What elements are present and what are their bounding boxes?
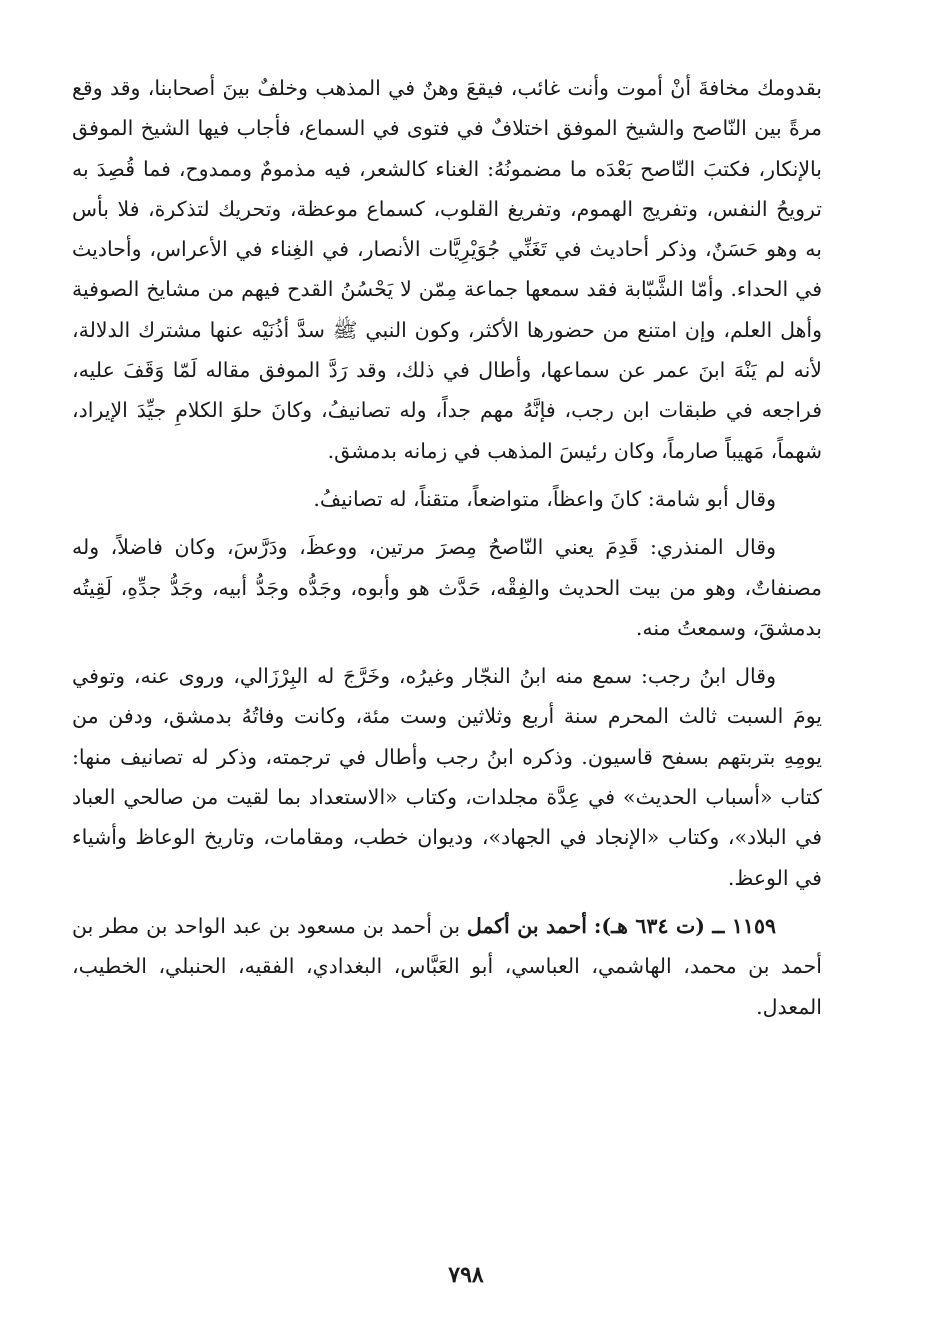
page-body xyxy=(72,68,822,1027)
paragraph-al-mundhiri: وقال المنذري: قَدِمَ يعني النّاصحُ مِصرَ مرتين، ووعظَ، ودَرَّسَ، وكان فاضلاً، وله مصنفاتٌ، وهو من بيت الحديث والفِقْه، حَدَّث هو وأبوه، وجَدُّه وجَدُّ أبيه، وجَدُّ جدِّهِ، لَقِيتُه بدمشقَ، وسمعتُ منه. xyxy=(72,535,822,640)
entry-name: أحمد بن أكمل xyxy=(466,913,587,938)
entry-number: ١١٥٩ ــ (ت ٦٣٤ هـ): xyxy=(593,913,776,938)
page-number: ٧٩٨ xyxy=(448,1262,484,1288)
biography-entry xyxy=(72,906,822,1027)
entry-text: بن أحمد بن مسعود بن عبد الواحد بن مطر بن أحمد بن محمد، الهاشمي، العباسي، أبو العَبَّاس، البغدادي، الفقيه، الحنبلي، الخطيب، المعدل. xyxy=(72,913,822,1019)
paragraph-continuation: بقدومك مخافةَ أنْ أموت وأنت غائب، فيقعَ وهنٌ في المذهب وخلفٌ بينَ أصحابنا، وقد وقع مرةً بين النّاصح والشيخ الموفق اختلافٌ في فتوى في السماع، فأجاب فيها الشيخ الموفق بالإنكار، فكتبَ النّاصح بَعْدَه ما مضمونُهُ: الغناء كالشعر، فيه مذمومٌ وممدوح، فما قُصِدَ به ترويحُ النفس، وتفريج الهموم، وتفريغ القلوب، كسماع موعظة، وتحريك لتذكرة، فلا بأس به وهو حَسَنٌ، وذكر أحاديث في تَغَنِّي جُوَيْرِيَّات الأنصار، في الغِناء في الأعراس، وأحاديث في الحداء. وأمّا الشَّبّابة فقد سمعها جماعة مِمّن لا يَحْسُنُ القدح فيهم من مشايخ الصوفية وأهل العلم، وإن امتنع من حضورها الأكثر، وكون النبي ﷺ سدَّ أذُنَيْه عنها مشترك الدلالة، لأنه لم يَنْهَ ابنَ عمر عن سماعها، وأطال في ذلك، وقد رَدَّ الموفق مقاله لَمّا وَقَفَ عليه، فراجعه في طبقات ابن رجب، فإنَّهُ مهم جداً، وله تصانيفُ، وكانَ حلوَ الكلامِ جيِّدَ الإيراد، شهماً، مَهيباً صارماً، وكان رئيسَ المذهب في زمانه بدمشق. xyxy=(72,76,822,463)
paragraph-abu-shama: وقال أبو شامة: كانَ واعظاً، متواضعاً، متقناً، له تصانيفُ. xyxy=(313,486,776,511)
paragraph-ibn-rajab: وقال ابنُ رجب: سمع منه ابنُ النجّار وغيرُه، وخَرَّجَ له البِرْزَالي، وروى عنه، وتوفي يومَ السبت ثالث المحرم سنة أربع وثلاثين وست مئة، وكانت وفاتُهُ بدمشق، ودفن من يومِهِ بتربتهم بسفح قاسيون. وذكره ابنُ رجب وأطال في ترجمته، وذكر له تصانيف منها: كتاب «أسباب الحديث» في عِدَّة مجلدات، وكتاب «الاستعداد بما لقيت من صالحي العباد في البلاد»، وكتاب «الإنجاد في الجهاد»، وديوان خطب، ومقامات، وتاريخ الوعاظ وأشياء في الوعظ. xyxy=(72,664,822,890)
